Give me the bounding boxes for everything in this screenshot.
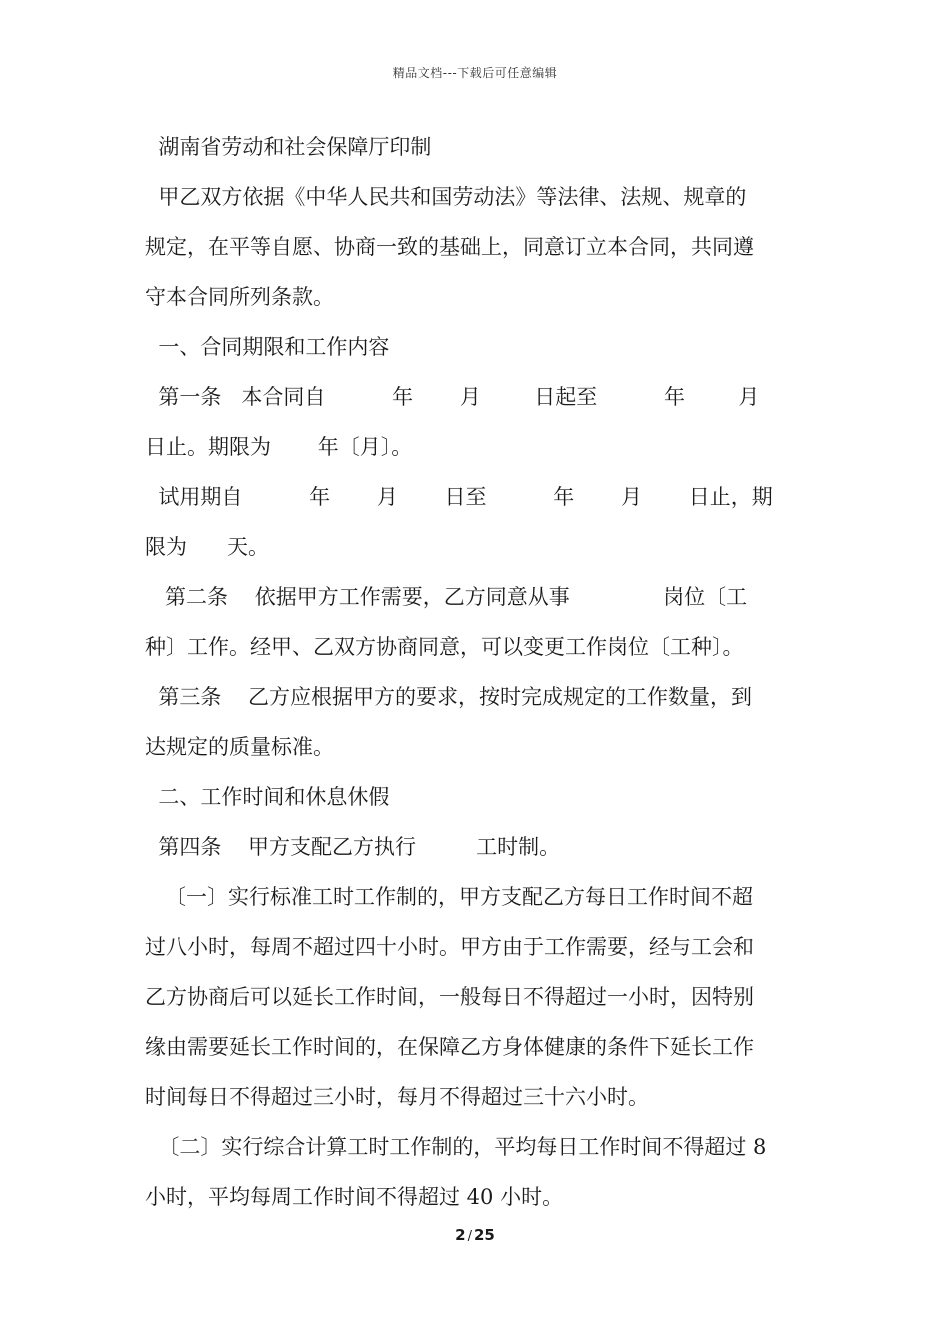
section-heading: 一、合同期限和工作内容 xyxy=(145,335,390,359)
document-body xyxy=(145,122,807,1222)
article-line: 达规定的质量标准。 xyxy=(145,735,334,759)
article-line: 种〕工作。经甲、乙双方协商同意，可以变更工作岗位〔工种〕。 xyxy=(145,635,744,659)
clause-line: 时间每日不得超过三小时，每月不得超过三十六小时。 xyxy=(145,1085,649,1109)
article-line: 第一条 本合同自 年 月 日起至 年 月 xyxy=(145,385,760,409)
paragraph-line: 甲乙双方依据《中华人民共和国劳动法》等法律、法规、规章的 xyxy=(145,185,747,209)
article-line: 日止。期限为 年〔月〕。 xyxy=(145,435,413,459)
page-separator: / xyxy=(467,1229,472,1244)
clause-line: 乙方协商后可以延长工作时间，一般每日不得超过一小时，因特别 xyxy=(145,985,754,1009)
page-header: 精品文档---下载后可任意编辑 xyxy=(392,66,558,80)
page-number xyxy=(0,1226,950,1244)
clause-line: 〔二〕实行综合计算工时工作制的，平均每日工作时间不得超过 8 xyxy=(145,1135,767,1159)
paragraph-line: 守本合同所列条款。 xyxy=(145,285,334,309)
article-line: 限为 天。 xyxy=(145,535,270,559)
article-line: 第四条 甲方支配乙方执行 工时制。 xyxy=(145,835,561,859)
clause-line: 过八小时，每周不超过四十小时。甲方由于工作需要，经与工会和 xyxy=(145,935,754,959)
issuer-line: 湖南省劳动和社会保障厅印制 xyxy=(145,135,432,159)
paragraph-line: 规定，在平等自愿、协商一致的基础上，同意订立本合同，共同遵 xyxy=(145,235,754,259)
clause-line: 小时，平均每周工作时间不得超过 40 小时。 xyxy=(145,1185,564,1209)
article-line: 第三条 乙方应根据甲方的要求，按时完成规定的工作数量，到 xyxy=(145,685,753,709)
current-page: 2 xyxy=(455,1226,466,1244)
article-line: 第二条 依据甲方工作需要，乙方同意从事 岗位〔工 xyxy=(145,585,748,609)
clause-line: 缘由需要延长工作时间的，在保障乙方身体健康的条件下延长工作 xyxy=(145,1035,754,1059)
section-heading: 二、工作时间和休息休假 xyxy=(145,785,390,809)
total-pages: 25 xyxy=(473,1226,495,1244)
article-line: 试用期自 年 月 日至 年 月 日止，期 xyxy=(145,485,773,509)
clause-line: 〔一〕实行标准工时工作制的，甲方支配乙方每日工作时间不超 xyxy=(145,885,754,909)
